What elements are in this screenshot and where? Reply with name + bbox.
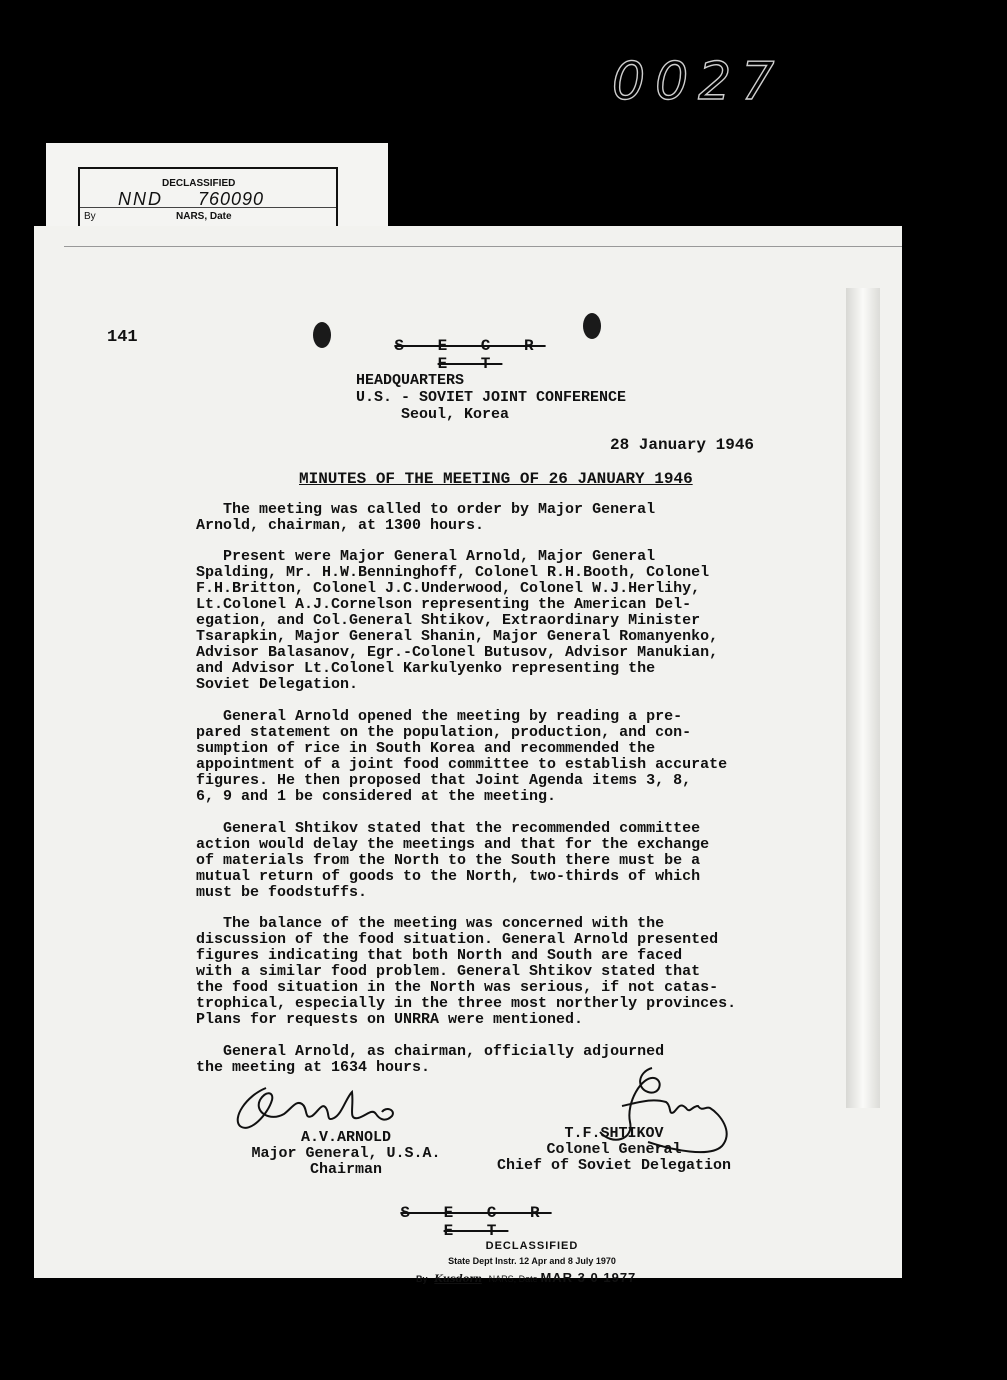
stamp-nars-label: NARS, Date [176,211,232,222]
punch-hole-left [313,322,331,348]
classification-bottom: S E C R E T [400,1204,552,1240]
paragraph-arnold-statement: General Arnold opened the meeting by reading a pre- pared statement on the population, production, and con- sumption of rice in South Korea and recommended the appointment of a joint food committee to establish accurate figures. He then proposed that Joint Agenda items 3, 8, 6, 9 and 1 be considered at the meeting. [196,708,728,805]
frame-number: 0027 [612,52,785,112]
signatory-shtikov-rank: Colonel General [546,1141,682,1158]
page-top-rule [64,246,902,247]
classification-top: S E C R E T [394,337,546,373]
stamp-authority-number: 760090 [198,189,265,209]
signatory-arnold [236,1130,456,1178]
document-title: MINUTES OF THE MEETING OF 26 JANUARY 1946 [299,470,693,488]
paragraph-shtikov-statement: General Shtikov stated that the recommended committee action would delay the meetings and that for the exchange of materials from the North to the South there must be a mutual return of goods to the North, two-thirds of which must be foodstuffs. [196,820,710,901]
footer-by-line [412,1270,652,1285]
paragraph-call-to-order: The meeting was called to order by Major General Arnold, chairman, at 1300 hours. [196,501,656,534]
footer-by-name: Kusdorn [434,1274,482,1285]
declassification-stamp [78,167,338,233]
signatory-arnold-role: Chairman [309,1161,382,1178]
scan-glare [846,288,880,1108]
stamp-authority-prefix: NND [118,189,163,209]
signatory-shtikov-name: T.F.SHTIKOV [564,1125,664,1142]
paragraph-adjournment: General Arnold, as chairman, officially adjourned the meeting at 1634 hours. [196,1043,665,1076]
footer-authority: State Dept Instr. 12 Apr and 8 July 1970 [448,1256,616,1266]
footer-declassification-stamp [412,1240,652,1285]
letterhead: HEADQUARTERS U.S. - SOVIET JOINT CONFERENCE Seoul, Korea [356,372,627,423]
signatory-shtikov-role: Chief of Soviet Delegation [496,1157,732,1174]
stamp-by-label: By [84,211,96,222]
stamp-declassified-label: DECLASSIFIED [162,178,236,189]
footer-nars-label: NARS, Date [488,1274,538,1284]
page-number: 141 [107,328,138,347]
signatory-shtikov [484,1126,744,1174]
stamp-divider [80,207,336,208]
document-date: 28 January 1946 [610,436,755,454]
punch-hole-right [583,313,601,339]
signatory-arnold-rank: Major General, U.S.A. [251,1145,441,1162]
document-page [34,226,902,1285]
signatory-arnold-name: A.V.ARNOLD [300,1129,391,1146]
paragraph-food-situation: The balance of the meeting was concerned with the discussion of the food situation. General Arnold presented figures indicating that both North and South are faced with a similar food problem. General Shtikov stated that the food situation in the North was serious, if not catas- trophical, especially in the three most northerly provinces. Plans for requests on UNRRA were mentioned. [196,915,737,1028]
footer-declassified-label: DECLASSIFIED [485,1240,579,1252]
footer-date: MAR 3 0 1977 [540,1270,637,1285]
paragraph-attendees: Present were Major General Arnold, Major General Spalding, Mr. H.W.Benninghoff, Colonel R.H.Booth, Colonel F.H.Britton, Colonel J.C.Underwood, Colonel W.J.Herlihy, Lt.Colonel A.J.Cornelson representing the American Del- egation, and Col.General Shtikov, Extraordinary Minister Tsarapkin, Major General Shanin, Major General Romanyenko, Advisor Balasanov, Egr.-Colonel Butusov, Advisor Manukian, and Advisor Lt.Colonel Karkulyenko representing the Soviet Delegation. [196,548,719,693]
footer-by-label: By [416,1274,428,1284]
